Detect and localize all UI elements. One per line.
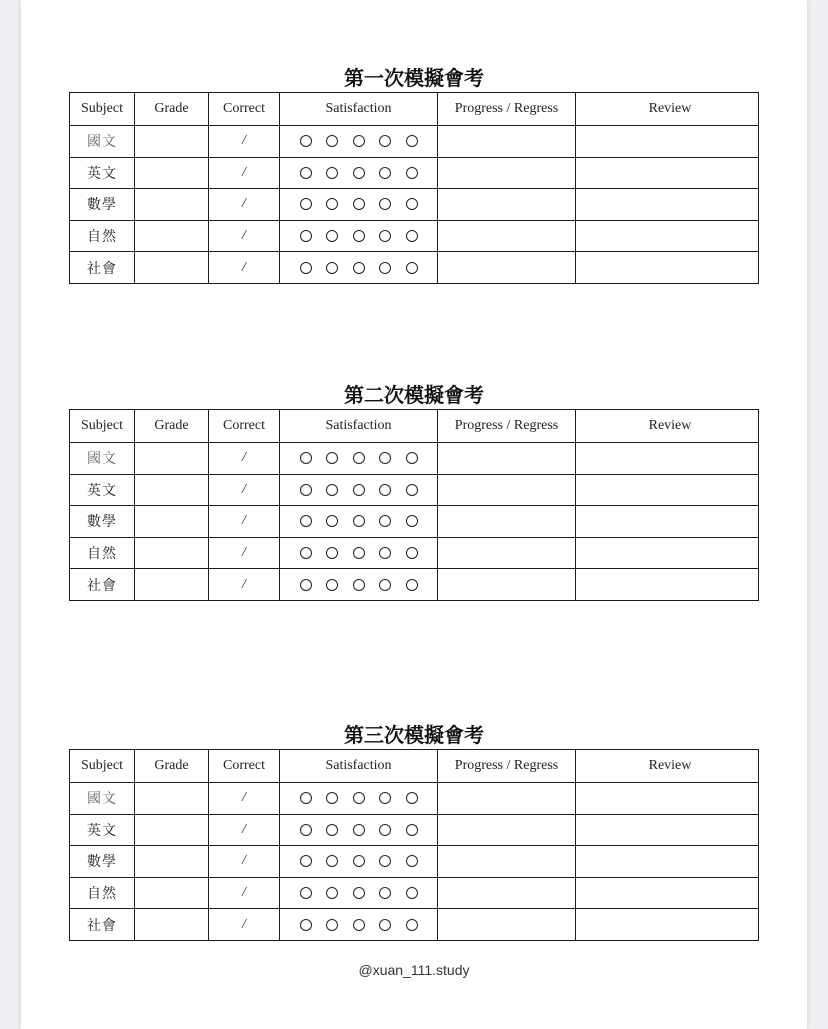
empty-circle-icon[interactable] [326,135,338,147]
empty-circle-icon[interactable] [326,792,338,804]
column-header-subject: Subject [70,93,135,126]
satisfaction-cell [280,220,438,252]
satisfaction-rating [280,824,437,836]
table-header-row [70,93,759,126]
empty-circle-icon[interactable] [406,167,418,179]
empty-circle-icon[interactable] [353,919,365,931]
section-title: 第一次模擬會考 [344,66,484,90]
table-header-row [70,750,759,783]
empty-circle-icon[interactable] [326,515,338,527]
progress-regress-cell[interactable] [438,877,576,909]
empty-circle-icon[interactable] [406,579,418,591]
empty-circle-icon[interactable] [406,135,418,147]
review-cell[interactable] [576,814,759,846]
correct-cell[interactable]: / [209,443,280,475]
empty-circle-icon[interactable] [406,919,418,931]
empty-circle-icon[interactable] [406,887,418,899]
table-row [70,877,759,909]
satisfaction-rating [280,579,437,591]
table-row [70,569,759,601]
empty-circle-icon[interactable] [379,547,391,559]
empty-circle-icon[interactable] [406,198,418,210]
empty-circle-icon[interactable] [300,484,312,496]
empty-circle-icon[interactable] [406,855,418,867]
empty-circle-icon[interactable] [379,792,391,804]
satisfaction-cell [280,443,438,475]
table-row [70,189,759,221]
empty-circle-icon[interactable] [326,230,338,242]
table-row [70,537,759,569]
empty-circle-icon[interactable] [379,198,391,210]
satisfaction-cell [280,189,438,221]
empty-circle-icon[interactable] [300,855,312,867]
empty-circle-icon[interactable] [326,484,338,496]
empty-circle-icon[interactable] [300,135,312,147]
empty-circle-icon[interactable] [300,919,312,931]
empty-circle-icon[interactable] [353,515,365,527]
satisfaction-cell [280,474,438,506]
subject-cell: 自然 [70,537,135,569]
empty-circle-icon[interactable] [353,135,365,147]
review-cell[interactable] [576,569,759,601]
correct-cell[interactable]: / [209,814,280,846]
subject-cell: 社會 [70,909,135,941]
empty-circle-icon[interactable] [353,887,365,899]
progress-regress-cell[interactable] [438,506,576,538]
grade-cell[interactable] [135,220,209,252]
satisfaction-cell [280,814,438,846]
progress-regress-cell[interactable] [438,783,576,815]
subject-cell: 社會 [70,252,135,284]
grade-cell[interactable] [135,783,209,815]
subject-cell: 國文 [70,443,135,475]
subject-cell: 英文 [70,474,135,506]
empty-circle-icon[interactable] [326,824,338,836]
correct-cell[interactable]: / [209,537,280,569]
column-header-review: Review [576,93,759,126]
empty-circle-icon[interactable] [300,230,312,242]
column-header-grade: Grade [135,93,209,126]
satisfaction-rating [280,452,437,464]
empty-circle-icon[interactable] [300,547,312,559]
empty-circle-icon[interactable] [326,579,338,591]
column-header-grade: Grade [135,750,209,783]
empty-circle-icon[interactable] [353,167,365,179]
empty-circle-icon[interactable] [353,484,365,496]
empty-circle-icon[interactable] [379,887,391,899]
column-header-satisfaction: Satisfaction [280,750,438,783]
column-header-subject: Subject [70,410,135,443]
empty-circle-icon[interactable] [406,515,418,527]
grade-cell[interactable] [135,157,209,189]
grade-cell[interactable] [135,506,209,538]
correct-cell[interactable]: / [209,783,280,815]
empty-circle-icon[interactable] [353,792,365,804]
empty-circle-icon[interactable] [379,262,391,274]
subject-cell: 國文 [70,126,135,158]
grade-cell[interactable] [135,877,209,909]
empty-circle-icon[interactable] [406,484,418,496]
satisfaction-rating [280,484,437,496]
review-cell[interactable] [576,506,759,538]
empty-circle-icon[interactable] [353,230,365,242]
empty-circle-icon[interactable] [379,452,391,464]
empty-circle-icon[interactable] [326,198,338,210]
correct-cell[interactable]: / [209,189,280,221]
table-row [70,506,759,538]
satisfaction-cell [280,783,438,815]
empty-circle-icon[interactable] [326,452,338,464]
correct-cell[interactable]: / [209,846,280,878]
grade-cell[interactable] [135,189,209,221]
review-cell[interactable] [576,443,759,475]
empty-circle-icon[interactable] [379,579,391,591]
grade-cell[interactable] [135,569,209,601]
empty-circle-icon[interactable] [406,824,418,836]
satisfaction-cell [280,877,438,909]
correct-cell[interactable]: / [209,474,280,506]
subject-cell: 數學 [70,189,135,221]
progress-regress-cell[interactable] [438,474,576,506]
table-row [70,814,759,846]
table-row [70,126,759,158]
empty-circle-icon[interactable] [326,547,338,559]
empty-circle-icon[interactable] [379,515,391,527]
empty-circle-icon[interactable] [300,515,312,527]
column-header-progress-regress: Progress / Regress [438,93,576,126]
column-header-correct: Correct [209,93,280,126]
empty-circle-icon[interactable] [300,452,312,464]
table-header-row [70,410,759,443]
satisfaction-rating [280,919,437,931]
satisfaction-cell [280,909,438,941]
satisfaction-rating [280,887,437,899]
correct-cell[interactable]: / [209,220,280,252]
table-row [70,252,759,284]
empty-circle-icon[interactable] [406,230,418,242]
correct-cell[interactable]: / [209,157,280,189]
empty-circle-icon[interactable] [406,262,418,274]
satisfaction-cell [280,846,438,878]
correct-cell[interactable]: / [209,126,280,158]
correct-cell[interactable]: / [209,877,280,909]
satisfaction-rating [280,135,437,147]
satisfaction-cell [280,506,438,538]
empty-circle-icon[interactable] [379,484,391,496]
column-header-subject: Subject [70,750,135,783]
empty-circle-icon[interactable] [326,919,338,931]
column-header-review: Review [576,750,759,783]
column-header-satisfaction: Satisfaction [280,410,438,443]
grade-cell[interactable] [135,252,209,284]
subject-cell: 數學 [70,846,135,878]
review-cell[interactable] [576,537,759,569]
subject-cell: 國文 [70,783,135,815]
empty-circle-icon[interactable] [353,579,365,591]
grade-cell[interactable] [135,126,209,158]
empty-circle-icon[interactable] [353,855,365,867]
correct-cell[interactable]: / [209,909,280,941]
empty-circle-icon[interactable] [353,198,365,210]
subject-cell: 英文 [70,157,135,189]
footer-credit: @xuan_111.study [358,962,470,978]
satisfaction-cell [280,126,438,158]
satisfaction-rating [280,198,437,210]
empty-circle-icon[interactable] [379,855,391,867]
empty-circle-icon[interactable] [300,824,312,836]
review-cell[interactable] [576,220,759,252]
satisfaction-rating [280,792,437,804]
correct-cell[interactable]: / [209,252,280,284]
grade-cell[interactable] [135,443,209,475]
table-row [70,157,759,189]
empty-circle-icon[interactable] [300,198,312,210]
satisfaction-rating [280,230,437,242]
review-cell[interactable] [576,157,759,189]
empty-circle-icon[interactable] [379,135,391,147]
table-row [70,474,759,506]
empty-circle-icon[interactable] [300,262,312,274]
grade-cell[interactable] [135,846,209,878]
empty-circle-icon[interactable] [406,452,418,464]
column-header-grade: Grade [135,410,209,443]
empty-circle-icon[interactable] [326,167,338,179]
progress-regress-cell[interactable] [438,252,576,284]
review-cell[interactable] [576,474,759,506]
empty-circle-icon[interactable] [326,262,338,274]
progress-regress-cell[interactable] [438,126,576,158]
review-cell[interactable] [576,877,759,909]
empty-circle-icon[interactable] [326,887,338,899]
satisfaction-cell [280,252,438,284]
progress-regress-cell[interactable] [438,443,576,475]
column-header-progress-regress: Progress / Regress [438,410,576,443]
empty-circle-icon[interactable] [326,855,338,867]
satisfaction-rating [280,855,437,867]
empty-circle-icon[interactable] [406,547,418,559]
empty-circle-icon[interactable] [353,262,365,274]
progress-regress-cell[interactable] [438,157,576,189]
empty-circle-icon[interactable] [353,547,365,559]
review-cell[interactable] [576,252,759,284]
column-header-review: Review [576,410,759,443]
review-cell[interactable] [576,909,759,941]
progress-regress-cell[interactable] [438,814,576,846]
empty-circle-icon[interactable] [300,167,312,179]
column-header-correct: Correct [209,750,280,783]
subject-cell: 自然 [70,877,135,909]
table-row [70,443,759,475]
empty-circle-icon[interactable] [353,824,365,836]
column-header-satisfaction: Satisfaction [280,93,438,126]
exam-record-table [69,409,759,601]
correct-cell[interactable]: / [209,506,280,538]
exam-record-table [69,749,759,941]
correct-cell[interactable]: / [209,569,280,601]
section-title: 第三次模擬會考 [344,723,484,747]
column-header-correct: Correct [209,410,280,443]
review-cell[interactable] [576,189,759,221]
section-title: 第二次模擬會考 [344,383,484,407]
satisfaction-rating [280,547,437,559]
column-header-progress-regress: Progress / Regress [438,750,576,783]
satisfaction-cell [280,157,438,189]
satisfaction-rating [280,262,437,274]
empty-circle-icon[interactable] [300,792,312,804]
table-row [70,783,759,815]
empty-circle-icon[interactable] [379,919,391,931]
progress-regress-cell[interactable] [438,220,576,252]
progress-regress-cell[interactable] [438,537,576,569]
exam-record-table [69,92,759,284]
empty-circle-icon[interactable] [300,579,312,591]
progress-regress-cell[interactable] [438,189,576,221]
review-cell[interactable] [576,846,759,878]
grade-cell[interactable] [135,537,209,569]
table-row [70,846,759,878]
review-cell[interactable] [576,783,759,815]
grade-cell[interactable] [135,814,209,846]
empty-circle-icon[interactable] [406,792,418,804]
empty-circle-icon[interactable] [379,824,391,836]
grade-cell[interactable] [135,909,209,941]
subject-cell: 英文 [70,814,135,846]
subject-cell: 自然 [70,220,135,252]
empty-circle-icon[interactable] [379,167,391,179]
progress-regress-cell[interactable] [438,909,576,941]
progress-regress-cell[interactable] [438,569,576,601]
satisfaction-cell [280,537,438,569]
empty-circle-icon[interactable] [300,887,312,899]
table-row [70,220,759,252]
satisfaction-rating [280,515,437,527]
progress-regress-cell[interactable] [438,846,576,878]
empty-circle-icon[interactable] [379,230,391,242]
satisfaction-cell [280,569,438,601]
subject-cell: 數學 [70,506,135,538]
table-row [70,909,759,941]
grade-cell[interactable] [135,474,209,506]
empty-circle-icon[interactable] [353,452,365,464]
subject-cell: 社會 [70,569,135,601]
review-cell[interactable] [576,126,759,158]
satisfaction-rating [280,167,437,179]
